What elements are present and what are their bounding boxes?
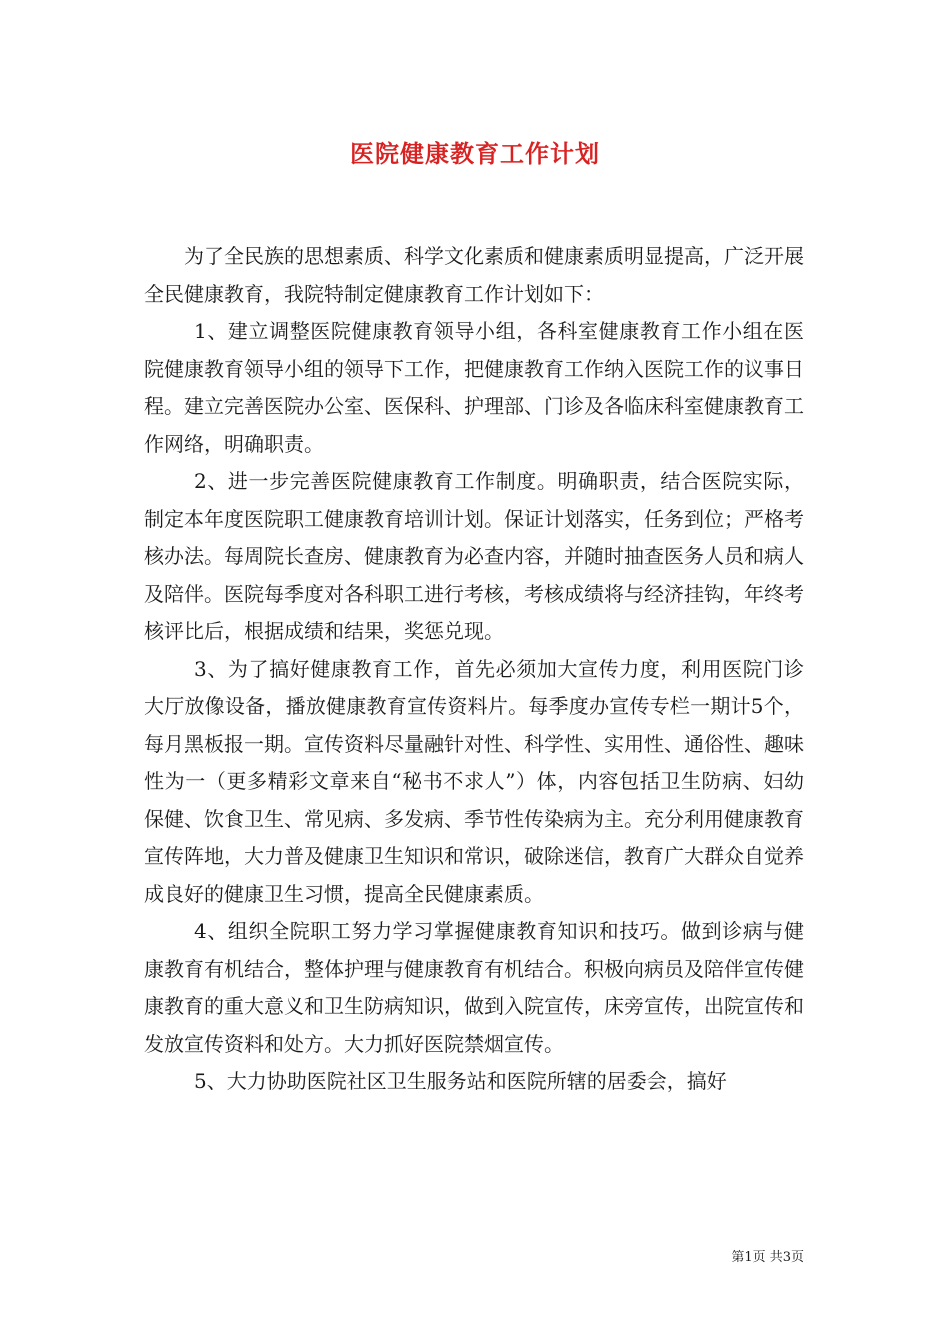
- page-footer: 第1页 共3页: [731, 1250, 804, 1265]
- plan-item-1: 1、建立调整医院健康教育领导小组，各科室健康教育工作小组在医院健康教育领导小组的领导下工作，把健康教育工作纳入医院工作的议事日程。建立完善医院办公室、医保科、护理部、门诊及各临床科室健康教育工作网络，明确职责。: [144, 319, 804, 456]
- plan-item-5: 5、大力协助医院社区卫生服务站和医院所辖的居委会，搞好: [194, 1069, 727, 1093]
- page-title: 医院健康教育工作计划: [350, 139, 600, 168]
- plan-item-3: 3、为了搞好健康教育工作，首先必须加大宣传力度，利用医院门诊大厅放像设备，播放健康教育宣传资料片。每季度办宣传专栏一期计5个，每月黑板报一期。宣传资料尽量融针对性、科学性、实用性、通俗性、趣味性为一（更多精彩文章来自“秘书不求人”）体，内容包括卫生防病、妇幼保健、饮食卫生、常见病、多发病、季节性传染病为主。充分利用健康教育宣传阵地，大力普及健康卫生知识和常识，破除迷信，教育广大群众自觉养成良好的健康卫生习惯，提高全民健康素质。: [144, 656, 804, 906]
- document-body: [144, 238, 804, 1101]
- intro-paragraph: 为了全民族的思想素质、科学文化素质和健康素质明显提高，广泛开展全民健康教育，我院特制定健康教育工作计划如下：: [144, 244, 804, 306]
- plan-item-4: 4、组织全院职工努力学习掌握健康教育知识和技巧。做到诊病与健康教育有机结合，整体护理与健康教育有机结合。积极向病员及陪伴宣传健康教育的重大意义和卫生防病知识，做到入院宣传，床旁宣传，出院宣传和发放宣传资料和处方。大力抓好医院禁烟宣传。: [144, 919, 804, 1056]
- plan-item-2: 2、进一步完善医院健康教育工作制度。明确职责，结合医院实际，制定本年度医院职工健康教育培训计划。保证计划落实，任务到位；严格考核办法。每周院长查房、健康教育为必查内容，并随时抽查医务人员和病人及陪伴。医院每季度对各科职工进行考核，考核成绩将与经济挂钩，年终考核评比后，根据成绩和结果，奖惩兑现。: [144, 469, 804, 643]
